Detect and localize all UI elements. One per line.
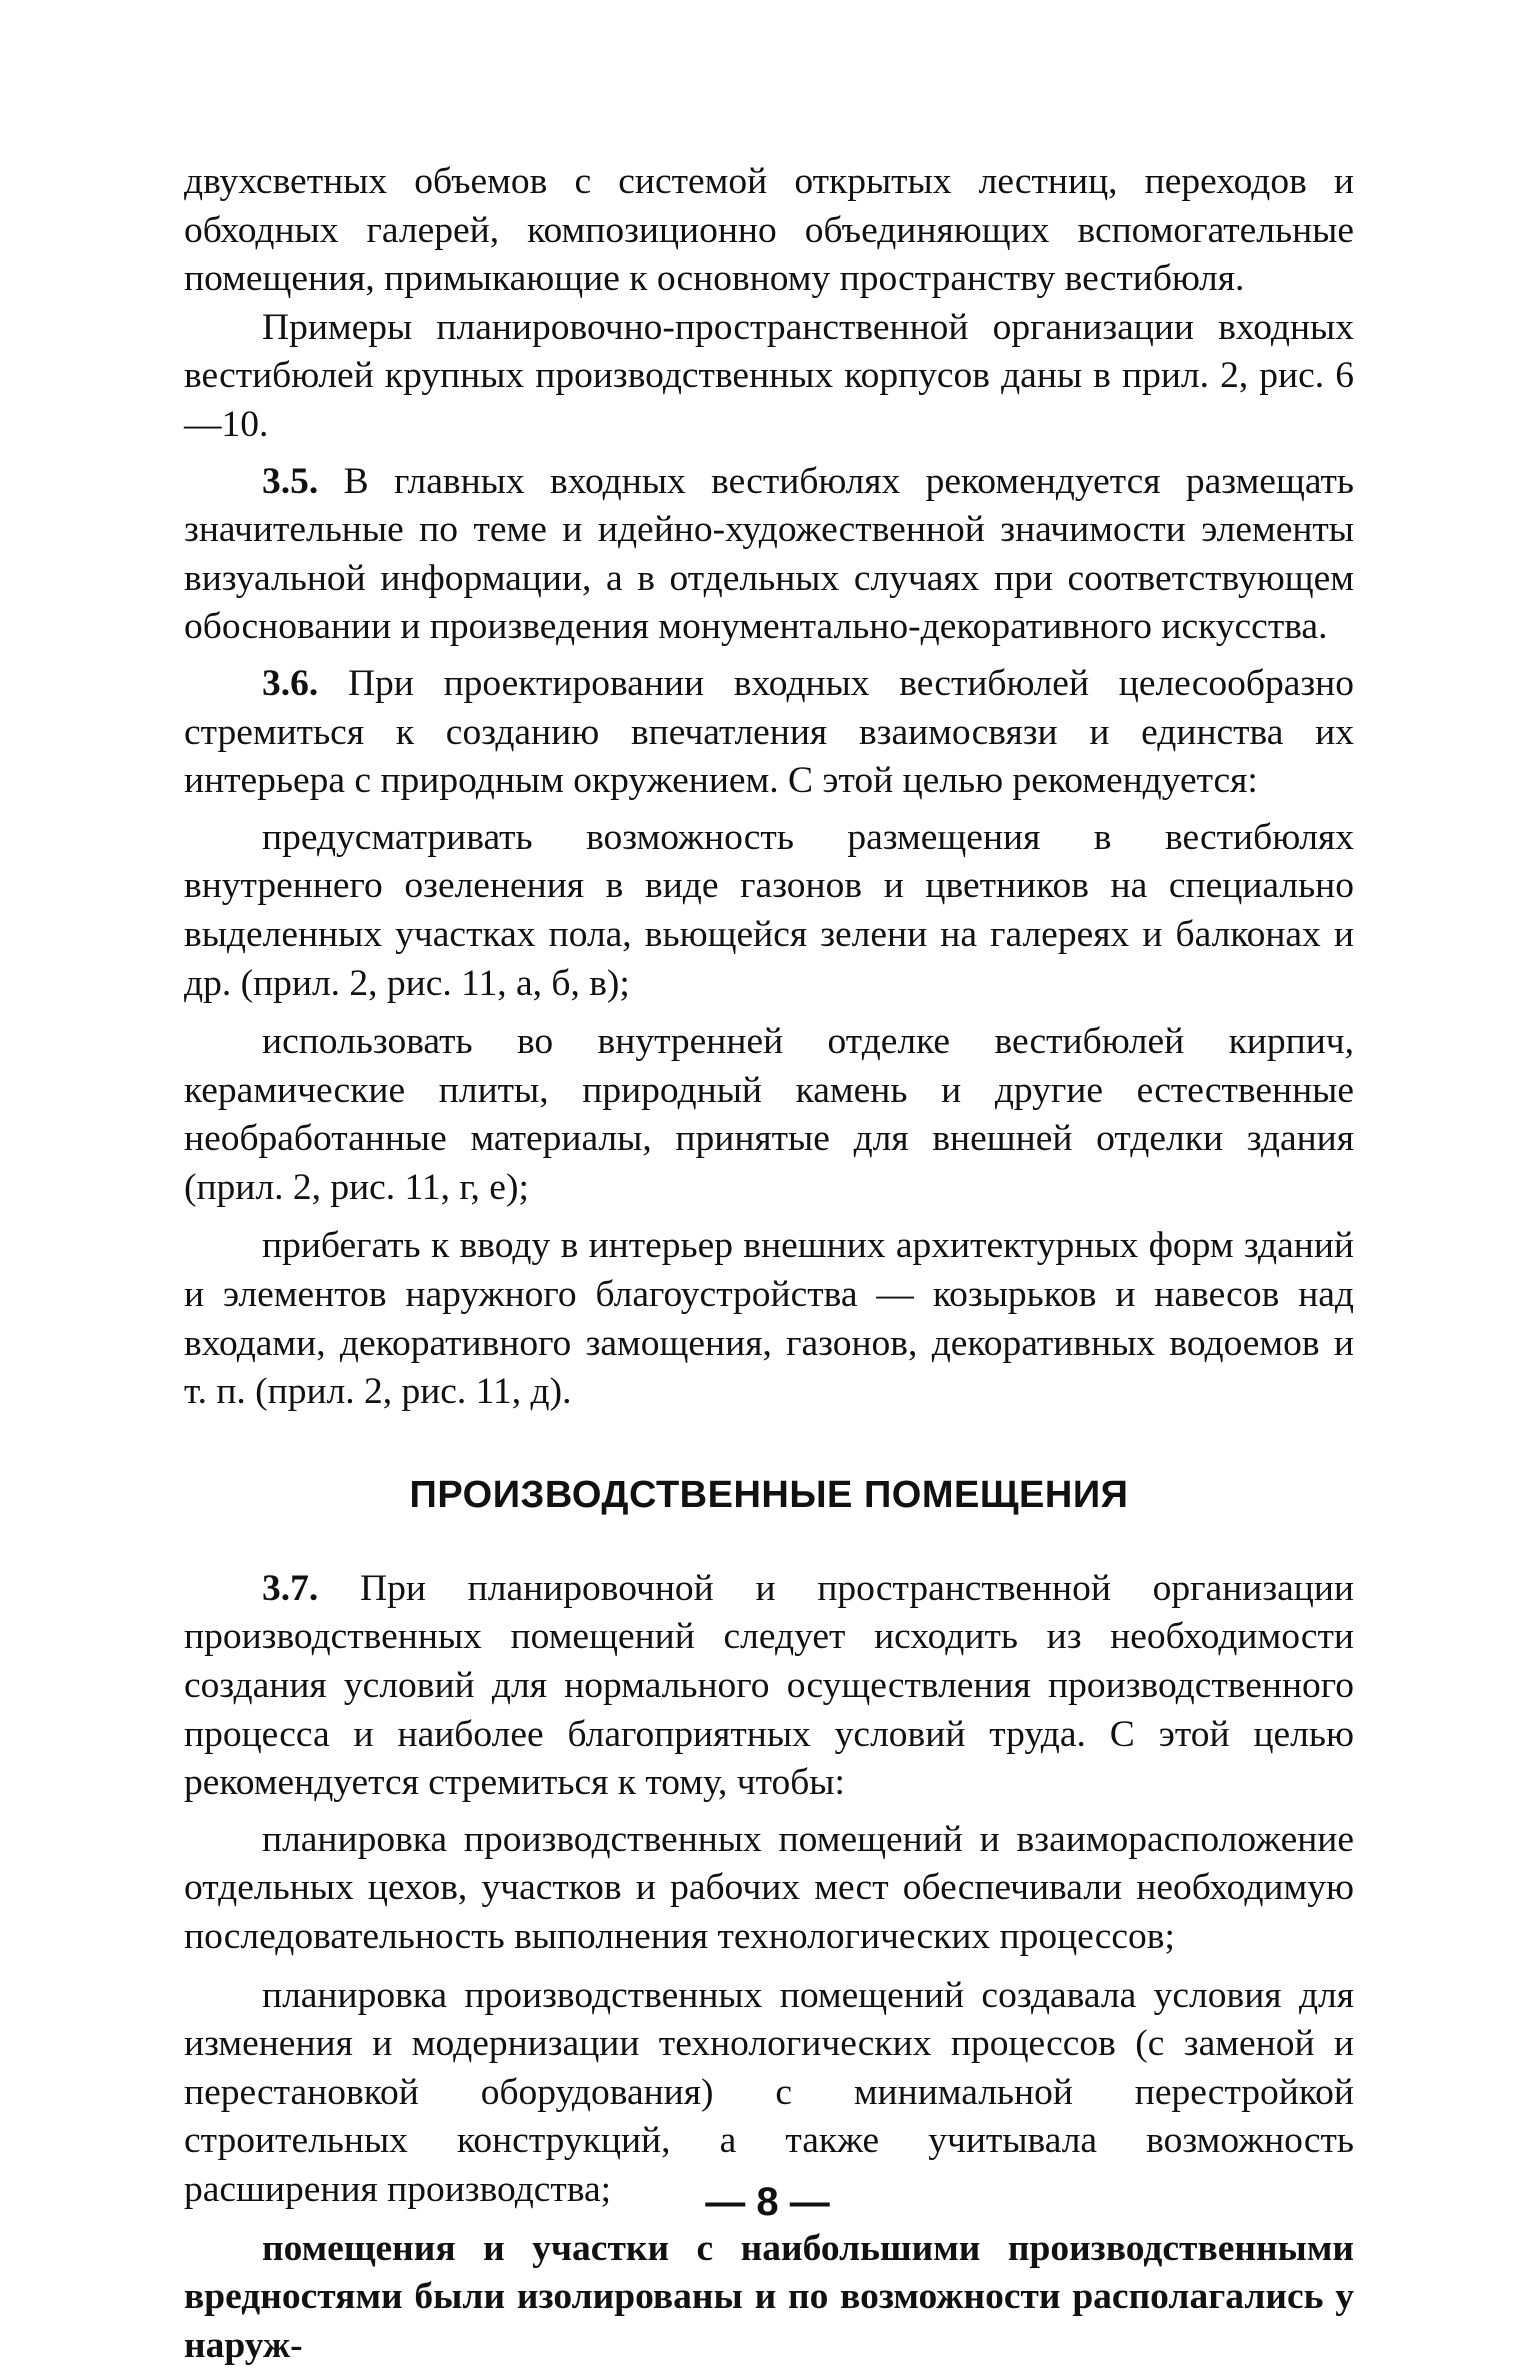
paragraph-examples: Примеры планировочно-пространственной организации входных вестибюлей крупных производственных корпусов даны в прил. 2, рис. 6—10. — [184, 306, 1354, 445]
clause-number: 3.7. — [262, 1567, 319, 1609]
paragraph-continuation: двухсветных объемов с системой открытых лестниц, переходов и обходных галерей, композиционно объединяющих вспомогательные помещения, примыкающие к основному пространству вестибюля. — [184, 161, 1354, 300]
document-body — [184, 158, 1354, 2370]
clause-number: 3.6. — [262, 662, 319, 704]
page-number: — 8 — — [705, 2180, 830, 2224]
clause-number: 3.5. — [262, 460, 319, 502]
list-item-materials: использовать во внутренней отделке вестибюлей кирпич, керамические плиты, природный камень и другие естественные необработанные материалы, принятые для внешней отделки здания (прил. 2, рис. 11, г, е); — [184, 1021, 1354, 1208]
list-item-layout: планировка производственных помещений и взаиморасположение отдельных цехов, участков и рабочих мест обеспечивали необходимую последовательность выполнения технологических процессов; — [184, 1818, 1354, 1957]
section-heading: ПРОИЗВОДСТВЕННЫЕ ПОМЕЩЕНИЯ — [409, 1473, 1129, 1516]
clause-text: В главных входных вестибюлях рекомендуется размещать значительные по теме и идейно-художественной значимости элементы визуальной информации, а в отдельных случаях при соответствующем обосновании и произведения монументально-декоративного искусства. — [184, 460, 1354, 648]
clause-text: При планировочной и пространственной организации производственных помещений следует исходить из необходимости создания условий для нормального осуществления производственного процесса и наиболее благоприятных условий труда. С этой целью рекомендуется стремиться к тому, чтобы: — [184, 1567, 1354, 1804]
list-item-greenery: предусматривать возможность размещения в вестибюлях внутреннего озеленения в виде газонов и цветников на специально выделенных участках пола, вьющейся зелени на галереях и балконах и др. (прил. 2, рис. 11, а, б, в); — [184, 816, 1354, 1004]
list-item-architectural-forms: прибегать к вводу в интерьер внешних архитектурных форм зданий и элементов наружного благоустройства — козырьков и навесов над входами, декоративного замощения, газонов, декоративных водоемов и т. п. (прил. 2, рис. 11, д). — [184, 1225, 1354, 1413]
list-item-hazards: помещения и участки с наибольшими производственными вредностями были изолированы и по возможности располагались у наруж- — [184, 2227, 1354, 2366]
paragraph-3-6 — [184, 660, 1354, 806]
paragraph-3-5 — [184, 458, 1354, 652]
clause-text: При проектировании входных вестибюлей целесообразно стремиться к созданию впечатления взаимосвязи и единства их интерьера с природным окружением. С этой целью рекомендуется: — [184, 662, 1354, 802]
paragraph-3-7 — [184, 1565, 1354, 1808]
list-item-modernization: планировка производственных помещений создавала условия для изменения и модернизации технологических процессов (с заменой и перестановкой оборудования) с минимальной перестройкой строительных конструкций, а также учитывала возможность расширения производства; — [184, 1974, 1354, 2210]
